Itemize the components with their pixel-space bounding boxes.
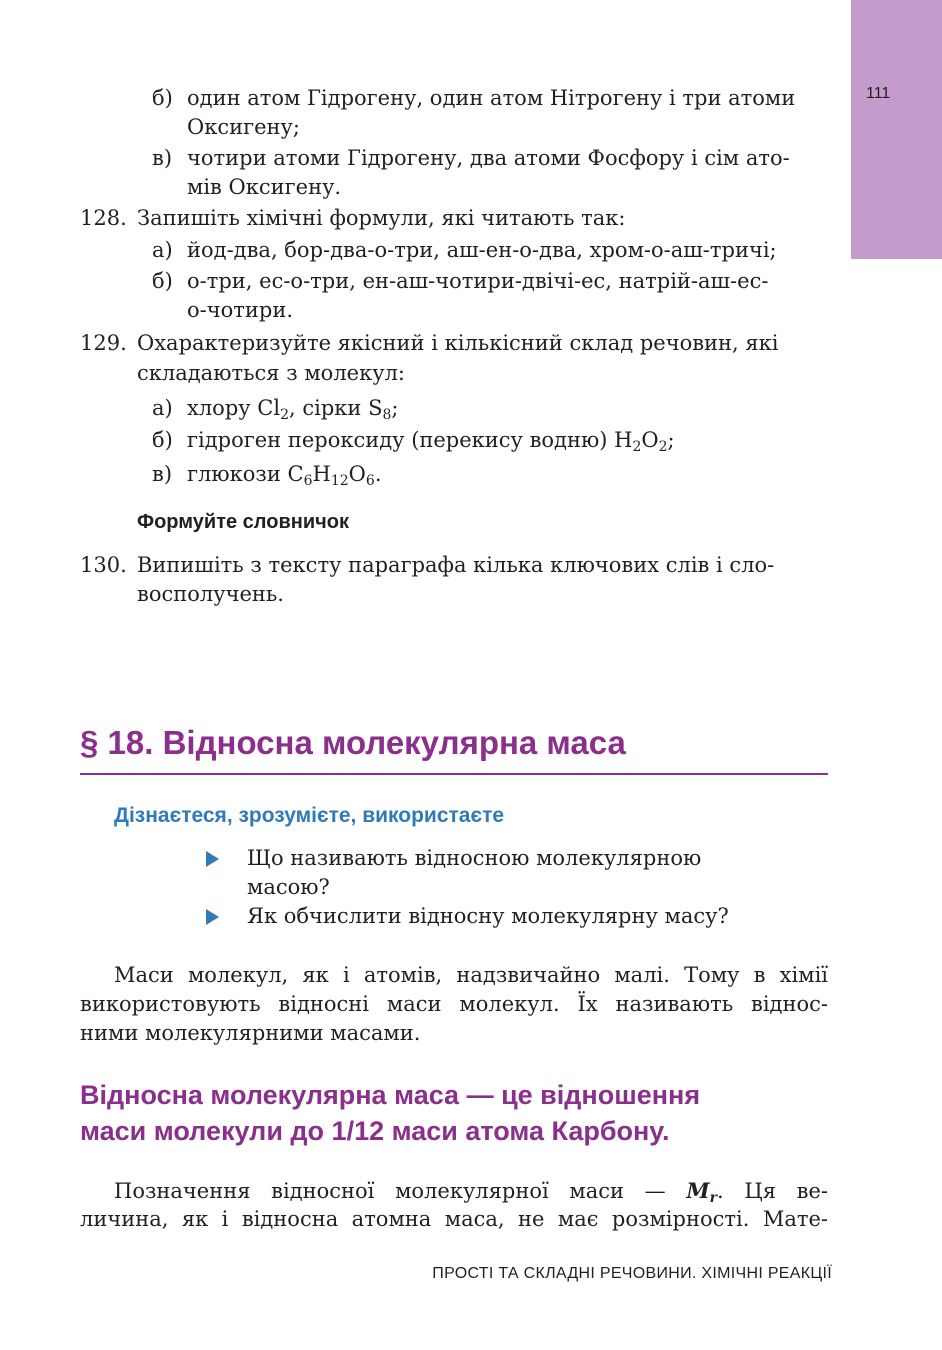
chapter-tab bbox=[851, 0, 942, 259]
ex128-number: 128. bbox=[80, 206, 127, 230]
ex129-a-text: хлору $Cl_2$, сірки $S_8$; bbox=[187, 396, 399, 423]
paragraph2-line1: Позначення відносної молекулярної маси — $M_r$. Ця ве- bbox=[114, 1178, 828, 1206]
ex127-v-line2: мів Оксигену. bbox=[187, 175, 342, 199]
ex128-a-label: а) bbox=[152, 238, 173, 262]
question-1-line2: масою? bbox=[247, 875, 330, 899]
ex127-b-line2: Оксигену; bbox=[187, 115, 300, 139]
ex128-text: Запишіть хімічні формули, які читають так: bbox=[137, 206, 626, 230]
ex130-line1: Випишіть з тексту параграфа кілька ключових слів і сло- bbox=[137, 553, 775, 577]
ex128-a-text: йод-два, бор-два-о-три, аш-ен-о-два, хром-о-аш-тричі; bbox=[187, 238, 777, 262]
vocab-heading: Формуйте словничок bbox=[137, 511, 349, 533]
page-number: 111 bbox=[866, 85, 891, 102]
ex129-a-label: а) bbox=[152, 396, 173, 420]
paragraph1-line2: використовують відносні маси молекул. Їх називають віднос- bbox=[80, 992, 828, 1016]
ex130-line2: восполучень. bbox=[137, 582, 284, 606]
section-title: § 18. Відносна молекулярна маса bbox=[80, 724, 626, 761]
paragraph2-line2: личина, як і відносна атомна маса, не має розмірності. Мате- bbox=[80, 1207, 828, 1231]
ex129-number: 129. bbox=[80, 331, 127, 355]
definition-line2: маси молекули до 1/12 маси атома Карбону. bbox=[80, 1116, 670, 1146]
question-2-line1: Як обчислити відносну молекулярну масу? bbox=[247, 904, 729, 928]
definition-line1: Відносна молекулярна маса — це відношення bbox=[80, 1080, 701, 1110]
ex127-v-line1: чотири атоми Гідрогену, два атоми Фосфору і сім ато- bbox=[187, 146, 790, 170]
ex128-b-label: б) bbox=[152, 269, 173, 293]
ex128-b-line1: о-три, ес-о-три, ен-аш-чотири-двічі-ес, натрій-аш-ес- bbox=[187, 269, 769, 293]
bullet-triangle-icon bbox=[206, 851, 219, 867]
mr-symbol: $M_r$ bbox=[686, 1178, 718, 1206]
ex129-v-text: глюкози $C_6H_{12}O_6$. bbox=[187, 462, 382, 489]
ex129-v-label: в) bbox=[152, 462, 173, 486]
running-footer: ПРОСТІ ТА СКЛАДНІ РЕЧОВИНИ. ХІМІЧНІ РЕАКЦІЇ bbox=[432, 1265, 832, 1282]
ex128-b-line2: о-чотири. bbox=[187, 298, 293, 322]
ex127-v-label: в) bbox=[152, 146, 173, 170]
ex130-number: 130. bbox=[80, 553, 127, 577]
question-1-line1: Що називають відносною молекулярною bbox=[247, 846, 702, 870]
ex127-b-line1: один атом Гідрогену, один атом Нітрогену і три атоми bbox=[187, 86, 796, 110]
learn-objectives-title: Дізнаєтеся, зрозумієте, використаєте bbox=[114, 804, 505, 827]
bullet-triangle-icon bbox=[206, 909, 219, 925]
ex129-line1: Охарактеризуйте якісний і кількісний склад речовин, які bbox=[137, 331, 779, 355]
ex127-b-label: б) bbox=[152, 86, 173, 110]
paragraph1-line1: Маси молекул, як і атомів, надзвичайно малі. Тому в хімії bbox=[114, 963, 828, 987]
paragraph1-line3: ними молекулярними масами. bbox=[80, 1021, 421, 1045]
ex129-b-text: гідроген пероксиду (перекису водню) $H_2O_2$; bbox=[187, 428, 675, 455]
section-title-rule bbox=[80, 773, 828, 775]
ex129-line2: складаються з молекул: bbox=[137, 361, 405, 385]
ex129-b-label: б) bbox=[152, 428, 173, 452]
